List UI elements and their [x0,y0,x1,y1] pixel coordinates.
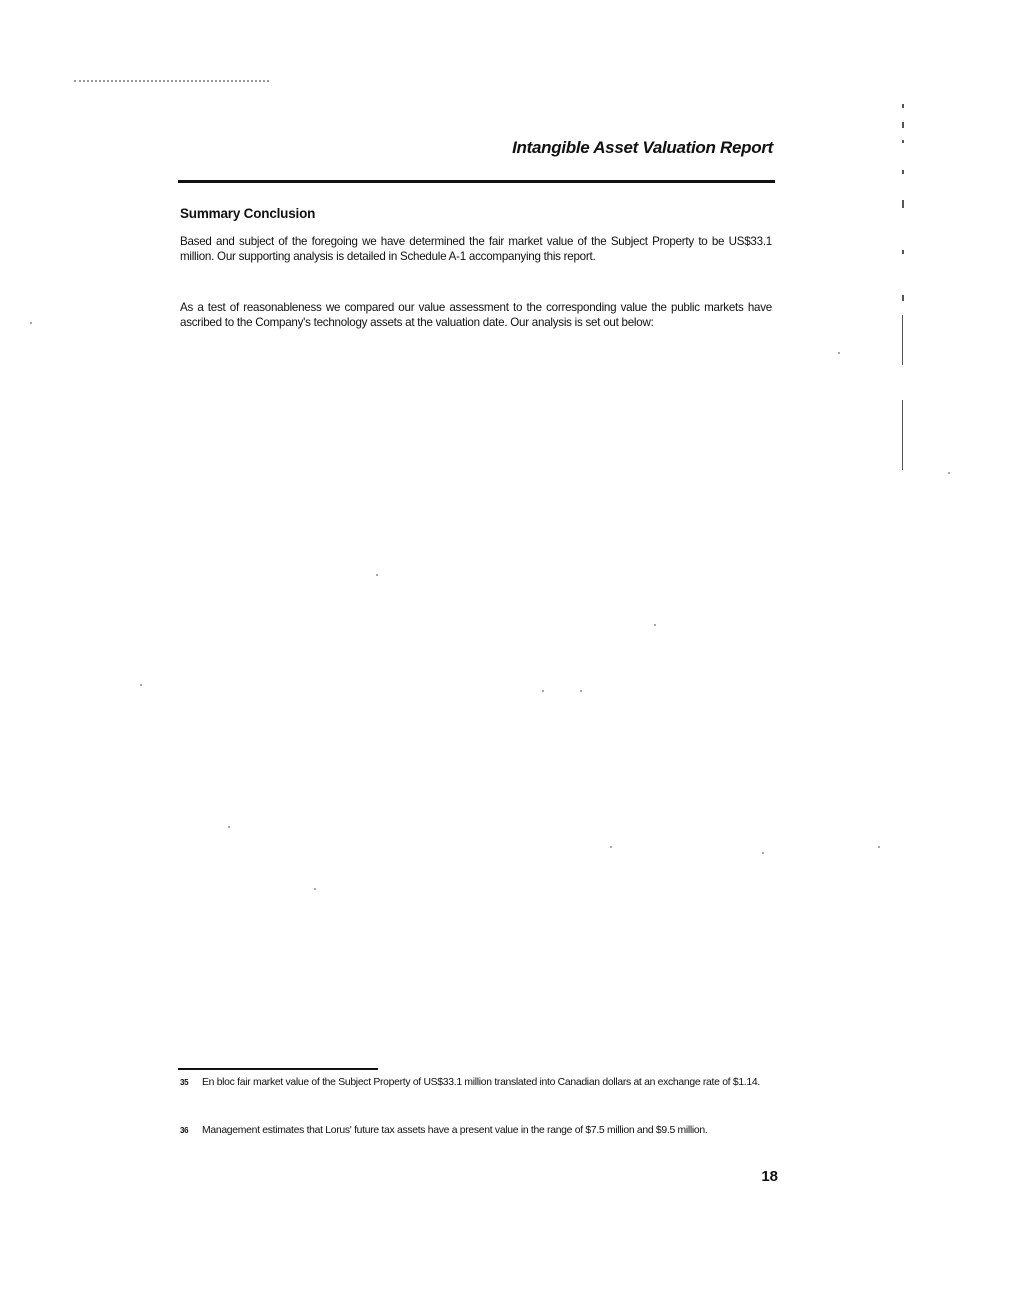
scan-speck [610,846,612,848]
section-heading: Summary Conclusion [180,206,316,221]
footnote-marker: 36 [180,1126,189,1135]
scan-speck [542,690,544,692]
footnote-text: En bloc fair market value of the Subject Property of US$33.1 million translated into Canadian dollars at an exchange rate of $1.14. [202,1077,760,1088]
scan-speck [654,624,656,626]
scan-speck [314,888,316,890]
scan-speck [376,574,378,576]
report-title: Intangible Asset Valuation Report [512,138,773,157]
scan-speck [948,472,950,474]
scan-speck [838,352,840,354]
scan-edge-marks [896,100,910,480]
footnote-text: Management estimates that Lorus' future tax assets have a present value in the range of $7.5 million and $9.5 million. [202,1125,708,1136]
footnote-rule [178,1068,378,1070]
scan-speck [228,826,230,828]
header-rule [178,180,775,183]
paragraph-reasonableness: As a test of reasonableness we compared our value assessment to the corresponding value the public markets have ascribed to the Company's technology assets at the valuation date. Our analysis is set out below: [180,301,772,329]
scan-speck [30,322,32,324]
footnote-marker: 35 [180,1078,189,1087]
scan-speck [878,846,880,848]
scan-speck [580,690,582,692]
scan-artifact-dots [74,80,269,86]
scan-speck [140,684,142,686]
page-number: 18 [761,1168,778,1185]
footnote-35 [180,1076,778,1090]
paragraph-conclusion: Based and subject of the foregoing we have determined the fair market value of the Subject Property to be US$33.1 million. Our supporting analysis is detailed in Schedule A-1 accompanying this report. [180,235,772,263]
footnote-36 [180,1124,778,1138]
scan-speck [762,852,764,854]
